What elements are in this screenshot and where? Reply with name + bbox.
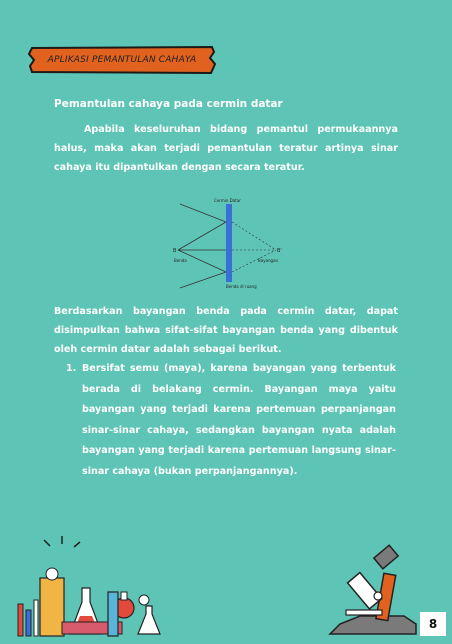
label-bottom: Benda di ruang (226, 284, 257, 289)
ray-lower-reflected (180, 272, 226, 288)
plane-mirror-diagram (160, 194, 292, 294)
section-heading: Pemantulan cahaya pada cermin datar (54, 98, 283, 110)
paragraph-conclusion: Berdasarkan bayangan benda pada cermin datar, dapat disimpulkan bahwa sifat-sifat bayangan benda yang dibentuk oleh cermin datar adalah sebagai berikut. (54, 306, 398, 355)
mirror (226, 204, 232, 282)
list-number: 1. (66, 363, 77, 374)
label-mirror: Cermin Datar (214, 198, 241, 203)
lab-equipment-icon (18, 568, 160, 636)
properties-list (66, 359, 396, 482)
ray-upper-reflected (180, 204, 226, 222)
banner-title: APLIKASI PEMANTULAN CAHAYA (47, 55, 197, 65)
ray-upper-incident (178, 222, 226, 250)
paragraph-intro: Apabila keseluruhan bidang pemantul permukaannya halus, maka akan terjadi pemantulan teratur artinya sinar cahaya itu dipantulkan dengan secara teratur. (54, 124, 398, 173)
list-text: Bersifat semu (maya), karena bayangan yang terbentuk berada di belakang cermin. Bayangan maya yaitu bayangan yang terjadi karena pertemuan perpanjangan sinar-sinar cahaya, sedangkan bayangan nyata adalah bayangan yang terjadi karena pertemuan langsung sinar-sinar cahaya (bukan perpanjangannya). (82, 363, 396, 477)
list-item (66, 359, 396, 482)
sparkle-icon (44, 536, 80, 547)
label-image-point: B' (277, 248, 282, 254)
lab-illustration (0, 530, 452, 640)
label-object: Benda (174, 258, 187, 263)
label-object-point: B (173, 248, 177, 254)
ray-upper-extension (232, 222, 276, 250)
page-number: 8 (420, 612, 446, 636)
title-banner (28, 44, 216, 76)
label-image: Bayangan (258, 258, 279, 263)
microscope-icon (330, 545, 416, 634)
